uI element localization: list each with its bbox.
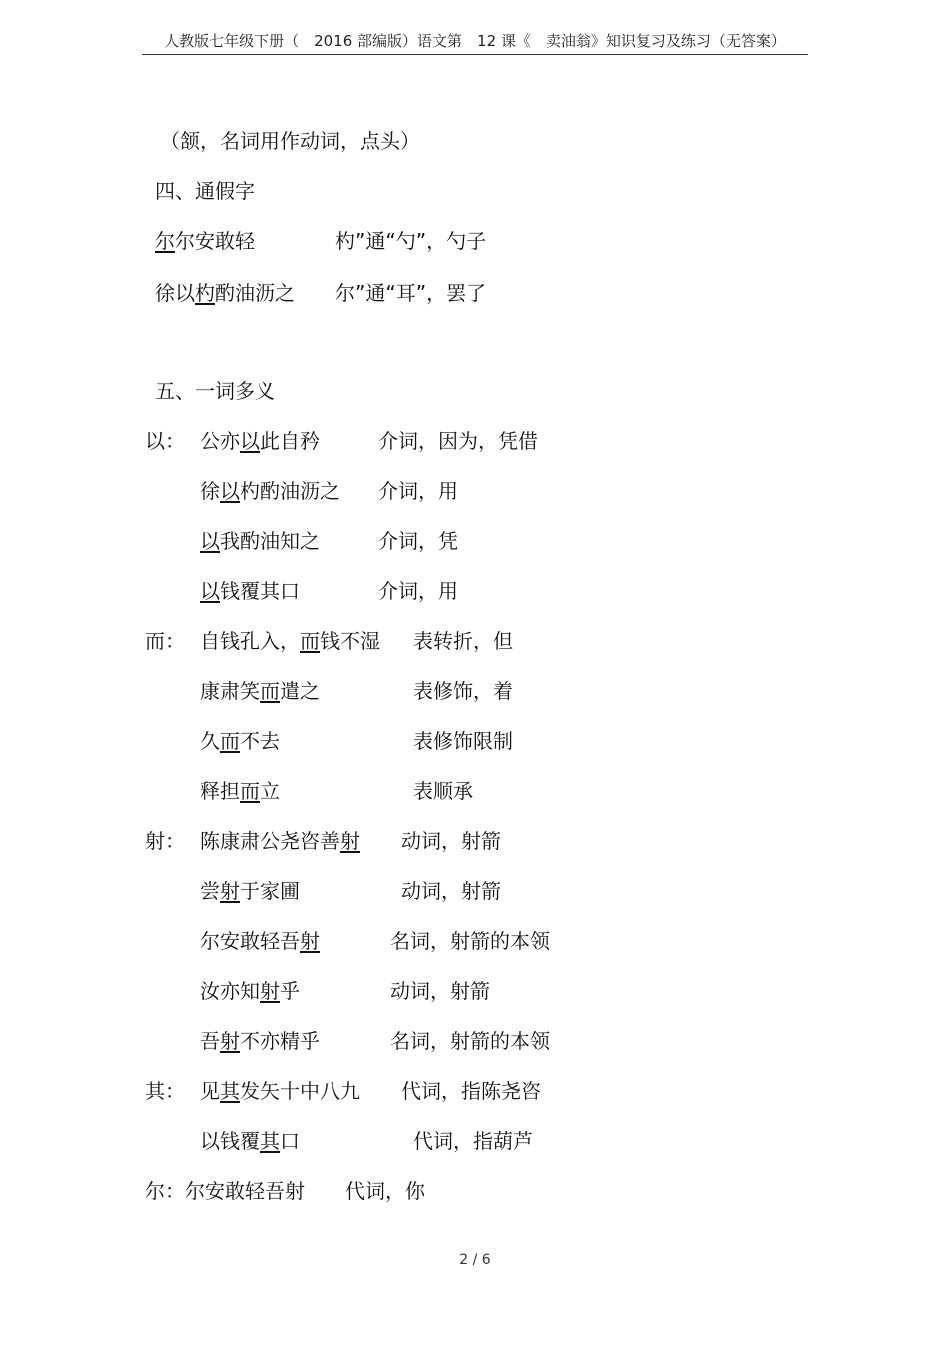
example-text xyxy=(155,228,255,254)
example-text: 以钱覆其口 xyxy=(200,1129,300,1153)
header-divider xyxy=(142,54,808,55)
example-text: 自钱孔入，而钱不湿 xyxy=(200,629,380,653)
example-text: 见其发矢十中八九 xyxy=(200,1079,360,1103)
example-text: 释担而立 xyxy=(200,779,280,803)
definition-text: 名词，射箭的本领 xyxy=(390,1029,550,1053)
word-label-er2: 尔：尔安敢轻吾射 xyxy=(145,1179,305,1203)
definition-text: 代词，指葫芦 xyxy=(413,1129,533,1153)
underlined-word: 杓 xyxy=(195,281,215,305)
example-text: 尔安敢轻吾射 xyxy=(200,929,320,953)
definition-text: 代词，指陈尧咨 xyxy=(401,1079,541,1103)
definition-text: 介词，凭 xyxy=(378,529,458,553)
example-text: 尝射于家圃 xyxy=(200,879,300,903)
definition-text: 表修饰，着 xyxy=(413,679,513,703)
example-text: 陈康肃公尧咨善射 xyxy=(200,829,360,853)
definition-text: 表转折，但 xyxy=(413,629,513,653)
example-text: 徐以杓酌油沥之 xyxy=(200,479,340,503)
example-text: 汝亦知射乎 xyxy=(200,979,300,1003)
word-label-er: 而： xyxy=(145,629,185,653)
definition-text: 表修饰限制 xyxy=(413,729,513,753)
word-label-yi: 以： xyxy=(145,429,185,453)
example-text: 以我酌油知之 xyxy=(200,529,320,553)
definition-text: 名词，射箭的本领 xyxy=(390,929,550,953)
section-heading-tongjiazi: 四、通假字 xyxy=(155,179,255,203)
word-label-qi: 其： xyxy=(145,1079,185,1103)
example-text: 以钱覆其口 xyxy=(200,579,300,603)
definition-text: 动词，射箭 xyxy=(401,879,501,903)
definition-text: 杓”通“勺”，勺子 xyxy=(335,229,487,253)
example-text: 久而不去 xyxy=(200,729,280,753)
definition-text: 尔”通“耳”，罢了 xyxy=(335,281,487,305)
page-header: 人教版七年级下册（ 2016 部编版）语文第 12 课《 卖油翁》知识复习及练习（无答案） xyxy=(164,32,786,50)
example-text: 公亦以此自矜 xyxy=(200,429,320,453)
definition-text: 代词，你 xyxy=(345,1179,425,1203)
definition-text: 动词，射箭 xyxy=(390,979,490,1003)
word-label-she: 射： xyxy=(145,829,185,853)
section-heading-yiciduoyi: 五、一词多义 xyxy=(155,379,275,403)
definition-text: 动词，射箭 xyxy=(401,829,501,853)
definition-text: 介词，因为，凭借 xyxy=(378,429,538,453)
example-text: 吾射不亦精乎 xyxy=(200,1029,320,1053)
definition-text: 介词，用 xyxy=(378,579,458,603)
definition-text: 表顺承 xyxy=(413,779,473,803)
page-number: 2 / 6 xyxy=(459,1252,491,1268)
definition-text: 介词，用 xyxy=(378,479,458,503)
example-rest: 尔安敢轻 xyxy=(175,229,255,253)
example-text: 徐以杓酌油沥之 xyxy=(155,281,295,305)
underlined-word: 尔 xyxy=(155,229,175,253)
note-line: （颔，名词用作动词，点头） xyxy=(160,129,420,153)
example-text: 康肃笑而遣之 xyxy=(200,679,320,703)
